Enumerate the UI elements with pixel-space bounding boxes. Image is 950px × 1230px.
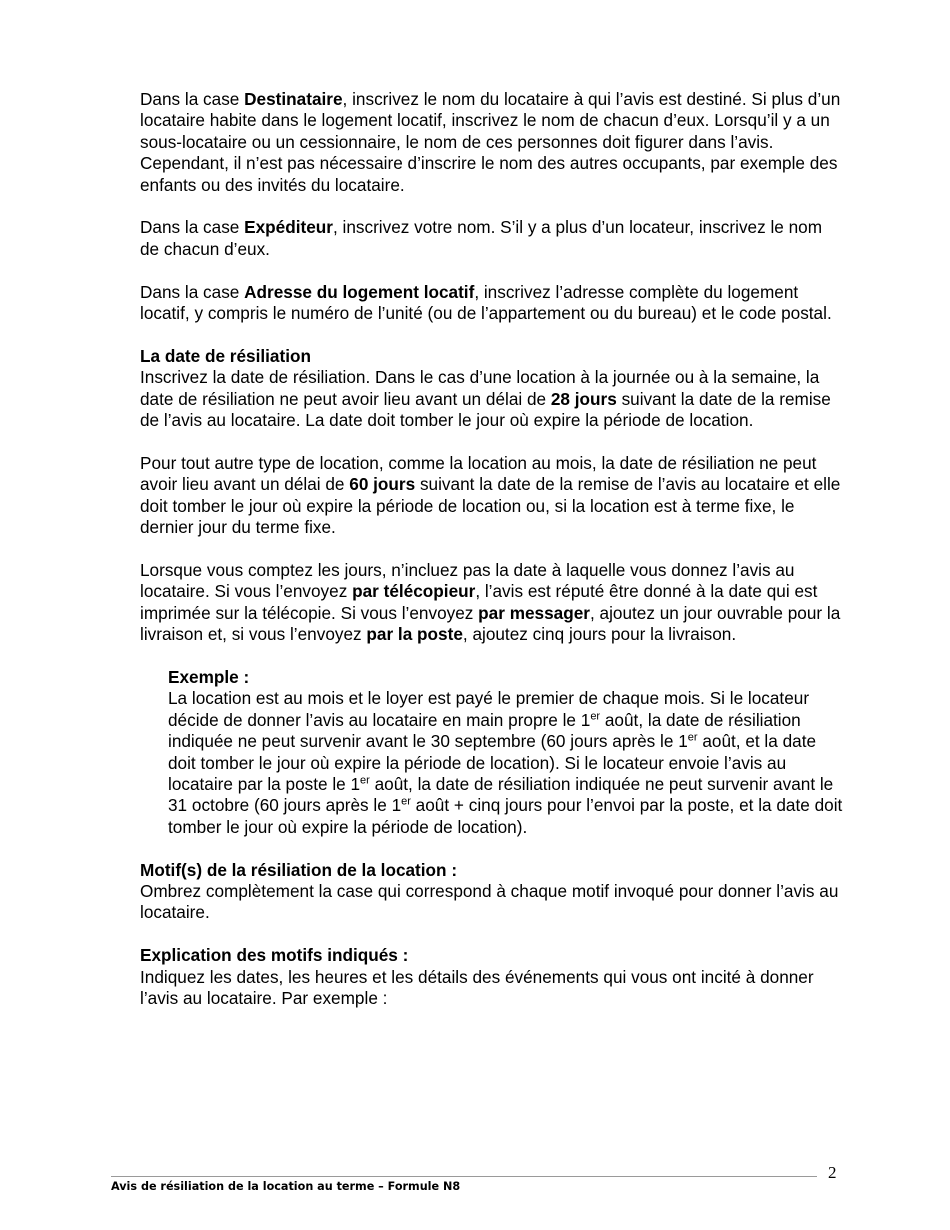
paragraph-exemple: La location est au mois et le loyer est payé le premier de chaque mois. Si le locateur décide de donner l’avis au locataire en main propre le 1er août, la date de résiliation indiquée ne peut survenir avant le 30 septembre (60 jours après le 1er août, et la date doit tomber le jour où expire la période de location). Si le locateur envoie l’avis au locataire par la poste le 1er août, la date de résiliation indiquée ne peut survenir avant le 31 octobre (60 jours après le 1er août + cinq jours pour l’envoi par la poste, et la date doit tomber le jour où expire la période de location). [168, 688, 843, 837]
paragraph-autre-type: Pour tout autre type de location, comme la location au mois, la date de résiliation ne peut avoir lieu avant un délai de 60 jours suivant la date de la remise de l’avis au locataire et elle doit tomber le jour où expire la période de location ou, si la location est à terme fixe, le dernier jour du terme fixe. [140, 452, 841, 538]
footer-divider [111, 1176, 817, 1177]
heading-motifs: Motif(s) de la résiliation de la location : [140, 859, 458, 880]
document-body [140, 89, 845, 1009]
heading-explication: Explication des motifs indiqués : [140, 945, 409, 966]
paragraph-explication: Indiquez les dates, les heures et les détails des événements qui vous ont incité à donner l’avis au locataire. Par exemple : [140, 966, 814, 1008]
paragraph-comptage-jours: Lorsque vous comptez les jours, n’incluez pas la date à laquelle vous donnez l’avis au locataire. Si vous l’envoyez par télécopieur, l’avis est réputé être donné à la date qui est imprimée sur la télécopie. Si vous l’envoyez par messager, ajoutez un jour ouvrable pour la livraison et, si vous l’envoyez par la poste, ajoutez cinq jours pour la livraison. [140, 559, 841, 645]
page-number: 2 [828, 1163, 837, 1182]
paragraph-expediteur: Dans la case Expéditeur, inscrivez votre nom. S’il y a plus d’un locateur, inscrivez le nom de chacun d’eux. [140, 217, 823, 259]
exemple-block [168, 667, 845, 838]
paragraph-motifs: Ombrez complètement la case qui correspond à chaque motif invoqué pour donner l’avis au locataire. [140, 880, 839, 923]
paragraph-date-resiliation: Inscrivez la date de résiliation. Dans le cas d’une location à la journée ou à la semaine, la date de résiliation ne peut avoir lieu avant un délai de 28 jours suivant la date de la remise de l’avis au locataire. La date doit tomber le jour où expire la période de location. [140, 367, 831, 431]
heading-date-resiliation: La date de résiliation [140, 345, 311, 366]
footer-form-title: Avis de résiliation de la location au terme – Formule N8 [111, 1180, 461, 1193]
paragraph-adresse: Dans la case Adresse du logement locatif, inscrivez l’adresse complète du logement locatif, y compris le numéro de l’unité (ou de l’appartement ou du bureau) et le code postal. [140, 281, 832, 324]
paragraph-destinataire: Dans la case Destinataire, inscrivez le nom du locataire à qui l’avis est destiné. Si plus d’un locataire habite dans le logement locatif, inscrivez le nom de chacun d’eux. Lorsqu’il y a un sous-locataire ou un cessionnaire, le nom de ces personnes doit figurer dans l’avis. Cependant, il n’est pas nécessaire d’inscrire le nom des autres occupants, par exemple des enfants ou des invités du locataire. [140, 89, 841, 195]
heading-exemple: Exemple : [168, 666, 250, 687]
